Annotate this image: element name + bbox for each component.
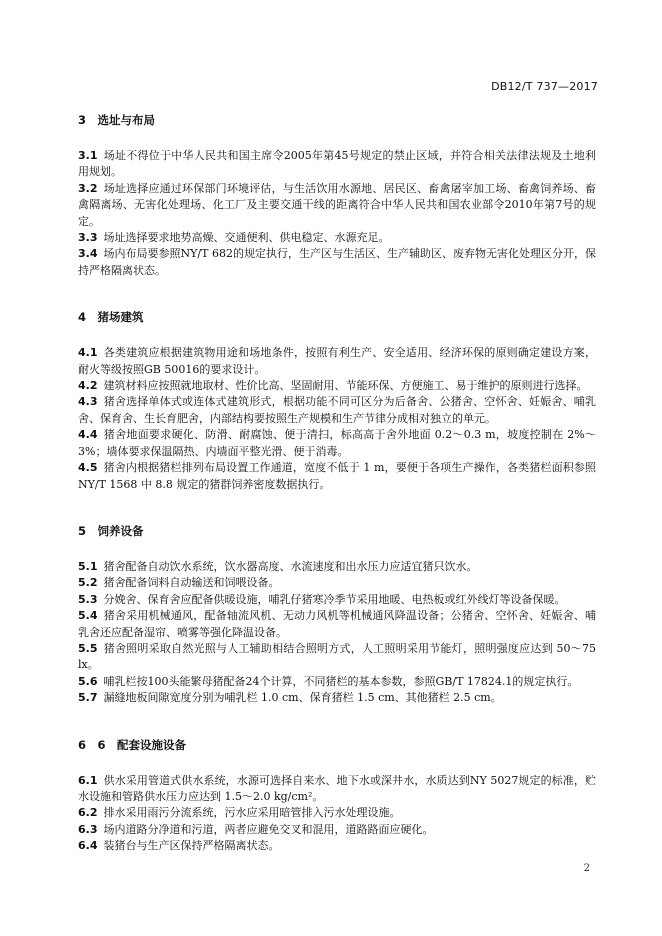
clause-text: 装猪台与生产区保持严格隔离状态。 xyxy=(103,839,280,853)
section-5 xyxy=(78,523,596,707)
clause xyxy=(78,674,596,690)
clause-number: 4.4 xyxy=(78,428,98,442)
clause xyxy=(78,690,596,706)
clause xyxy=(78,575,596,591)
section-3 xyxy=(78,112,596,279)
clause xyxy=(78,181,596,230)
clause-text: 排水采用雨污分流系统，污水应采用暗管排入污水处理设施。 xyxy=(103,806,401,820)
clause-number: 5.6 xyxy=(78,674,98,688)
clause-text: 猪舍配备自动饮水系统，饮水器高度、水流速度和出水压力应适宜猪只饮水。 xyxy=(103,559,478,573)
clause-text: 漏缝地板间隙宽度分别为哺乳栏 1.0 cm、保育猪栏 1.5 cm、其他猪栏 2.5 cm。 xyxy=(103,691,502,705)
clause xyxy=(78,230,596,246)
clause-number: 6.4 xyxy=(78,839,98,853)
clause-text: 猪舍内根据猪栏排列布局设置工作通道，宽度不低于 1 m，要便于各项生产操作，各类猪栏面积参照 NY/T 1568 中 8.8 规定的猪群饲养密度数据执行。 xyxy=(78,461,596,491)
clause-number: 4.2 xyxy=(78,379,98,393)
clause xyxy=(78,559,596,575)
clause xyxy=(78,641,596,674)
clause-number: 3.1 xyxy=(78,149,98,162)
section-6 xyxy=(78,737,596,855)
clause-number: 5.4 xyxy=(78,609,98,623)
clause xyxy=(78,608,596,641)
clause xyxy=(78,394,596,427)
clause-number: 5.7 xyxy=(78,691,98,705)
clause xyxy=(78,838,596,854)
clause-text: 场址不得位于中华人民共和国主席令2005年第45号规定的禁止区域，并符合相关法律法规及土地利用规划。 xyxy=(78,149,596,179)
page-number: 2 xyxy=(583,863,590,874)
clause-text: 场址选择要求地势高燥、交通便利、供电稳定、水源充足。 xyxy=(103,231,390,245)
section-title: 4 猪场建筑 xyxy=(78,310,144,325)
clause-number: 3.3 xyxy=(78,231,98,245)
clause-text: 场内布局要参照NY/T 682的规定执行，生产区与生活区、生产辅助区、废弃物无害化处理区分开，保持严格隔离状态。 xyxy=(78,247,596,277)
clause-number: 3.2 xyxy=(78,181,98,195)
clause-text: 建筑材料应按照就地取材、性价比高、坚固耐用、节能环保、方便施工、易于维护的原则进行选择。 xyxy=(103,379,588,393)
clause-number: 6.2 xyxy=(78,806,98,820)
clause-text: 猪舍采用机械通风，配备轴流风机、无动力风机等机械通风降温设备；公猪舍、空怀舍、妊娠舍、哺乳舍还应配备湿帘、喷雾等强化降温设备。 xyxy=(78,609,596,639)
clause-number: 5.5 xyxy=(78,641,98,655)
clause-text: 猪舍地面要求硬化、防滑、耐腐蚀、便于清扫，标高高于舍外地面 0.2～0.3 m，坡度控制在 2%～3%；墙体要求保温隔热、内墙面平整光滑、便于消毒。 xyxy=(78,428,596,458)
clause xyxy=(78,805,596,821)
clause-text: 供水采用管道式供水系统，水源可选择自来水、地下水或深井水，水质达到NY 5027规定的标准，贮水设施和管路供水压力应达到 1.5～2.0 kg/cm²。 xyxy=(78,773,596,803)
clause-number: 6.3 xyxy=(78,822,98,836)
clause-text: 哺乳栏按100头能繁母猪配备24个计算，不同猪栏的基本参数，参照GB/T 17824.1的规定执行。 xyxy=(103,674,579,688)
clause-number: 4.3 xyxy=(78,395,98,409)
clause-text: 各类建筑应根据建筑物用途和场地条件，按照有利生产、安全适用、经济环保的原则确定建设方案，耐火等级按照GB 50016的要求设计。 xyxy=(78,346,596,376)
document-code-header: DB12/T 737—2017 xyxy=(491,80,598,93)
section-4 xyxy=(78,309,596,493)
clause-text: 猪舍照明采取自然光照与人工辅助相结合照明方式，人工照明采用节能灯，照明强度应达到 50～75 lx。 xyxy=(78,641,596,672)
clause-number: 3.4 xyxy=(78,247,98,261)
clause-number: 6.1 xyxy=(78,773,98,787)
clause xyxy=(78,246,596,279)
clause-number: 4.5 xyxy=(78,461,98,475)
clause xyxy=(78,148,596,181)
clause xyxy=(78,460,596,493)
clause xyxy=(78,427,596,460)
clause xyxy=(78,822,596,838)
section-title: 6 6 配套设施设备 xyxy=(78,737,187,752)
clause-text: 场内道路分净道和污道，两者应避免交叉和混用，道路路面应硬化。 xyxy=(103,822,434,836)
clause-number: 5.3 xyxy=(78,592,98,606)
clause-number: 5.2 xyxy=(78,576,98,590)
clause-number: 4.1 xyxy=(78,346,98,360)
clause xyxy=(78,345,596,378)
clause-text: 猪舍选择单体式或连体式建筑形式，根据功能不同可区分为后备舍、公猪舍、空怀舍、妊娠舍、哺乳舍、保育舍、生长育肥舍，内部结构要按照生产规模和生产节律分成相对独立的单元。 xyxy=(78,395,596,425)
clause-text: 猪舍配备饲料自动输送和饲喂设备。 xyxy=(103,576,280,590)
clause xyxy=(78,773,596,806)
clause-number: 5.1 xyxy=(78,559,98,573)
document-body xyxy=(78,106,596,865)
section-title: 5 饲养设备 xyxy=(78,523,144,538)
clause xyxy=(78,592,596,608)
clause-text: 分娩舍、保育舍应配备供暖设施，哺乳仔猪寒冷季节采用地暖、电热板或红外线灯等设备保暖。 xyxy=(103,592,566,606)
clause xyxy=(78,378,596,394)
section-title: 3 选址与布局 xyxy=(78,113,156,127)
clause-text: 场址选择应通过环保部门环境评估，与生活饮用水源地、居民区、畜禽屠宰加工场、畜禽饲养场、畜禽隔离场、无害化处理场、化工厂及主要交通干线的距离符合中华人民共和国农业部令2010年第7号的规定。 xyxy=(78,181,596,228)
